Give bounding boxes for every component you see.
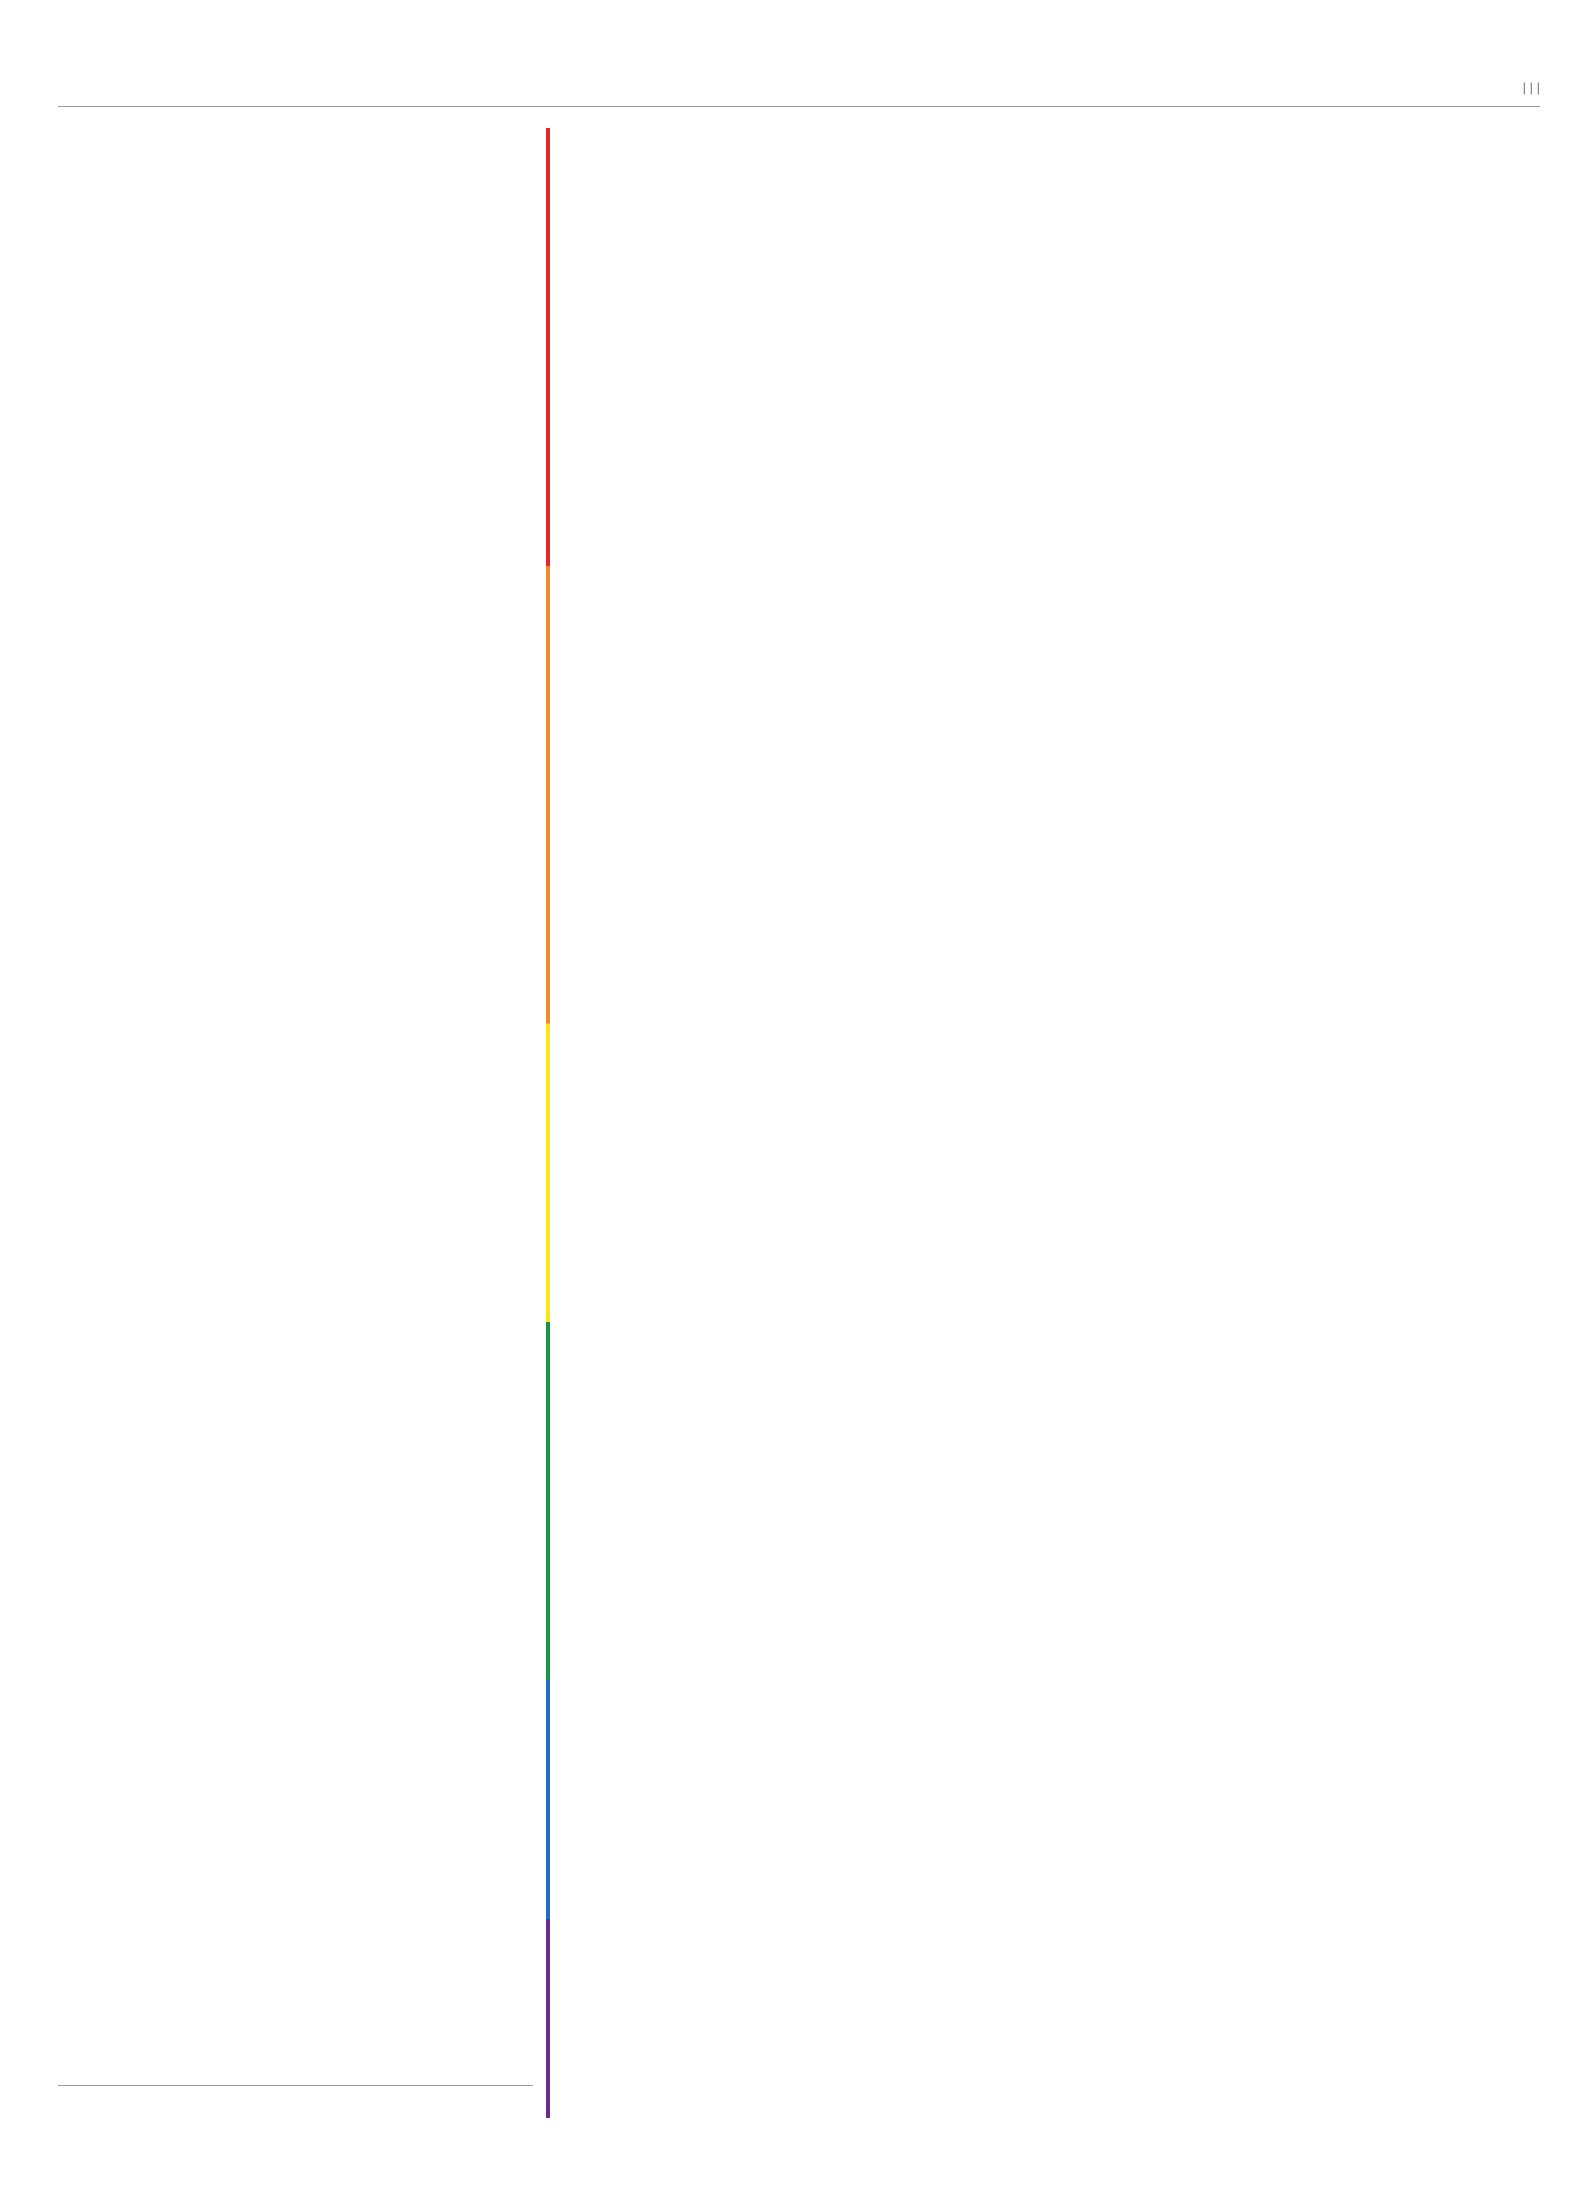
article-column-left	[55, 128, 533, 2043]
rainbow-panel	[1063, 125, 1595, 2186]
article-column-right	[566, 1048, 1036, 2186]
masthead: | | |	[1522, 80, 1540, 95]
drop-cap	[888, 1052, 1036, 1224]
column-divider	[546, 128, 550, 2118]
footer-divider	[58, 2085, 533, 2086]
credits-box	[1063, 0, 1595, 125]
